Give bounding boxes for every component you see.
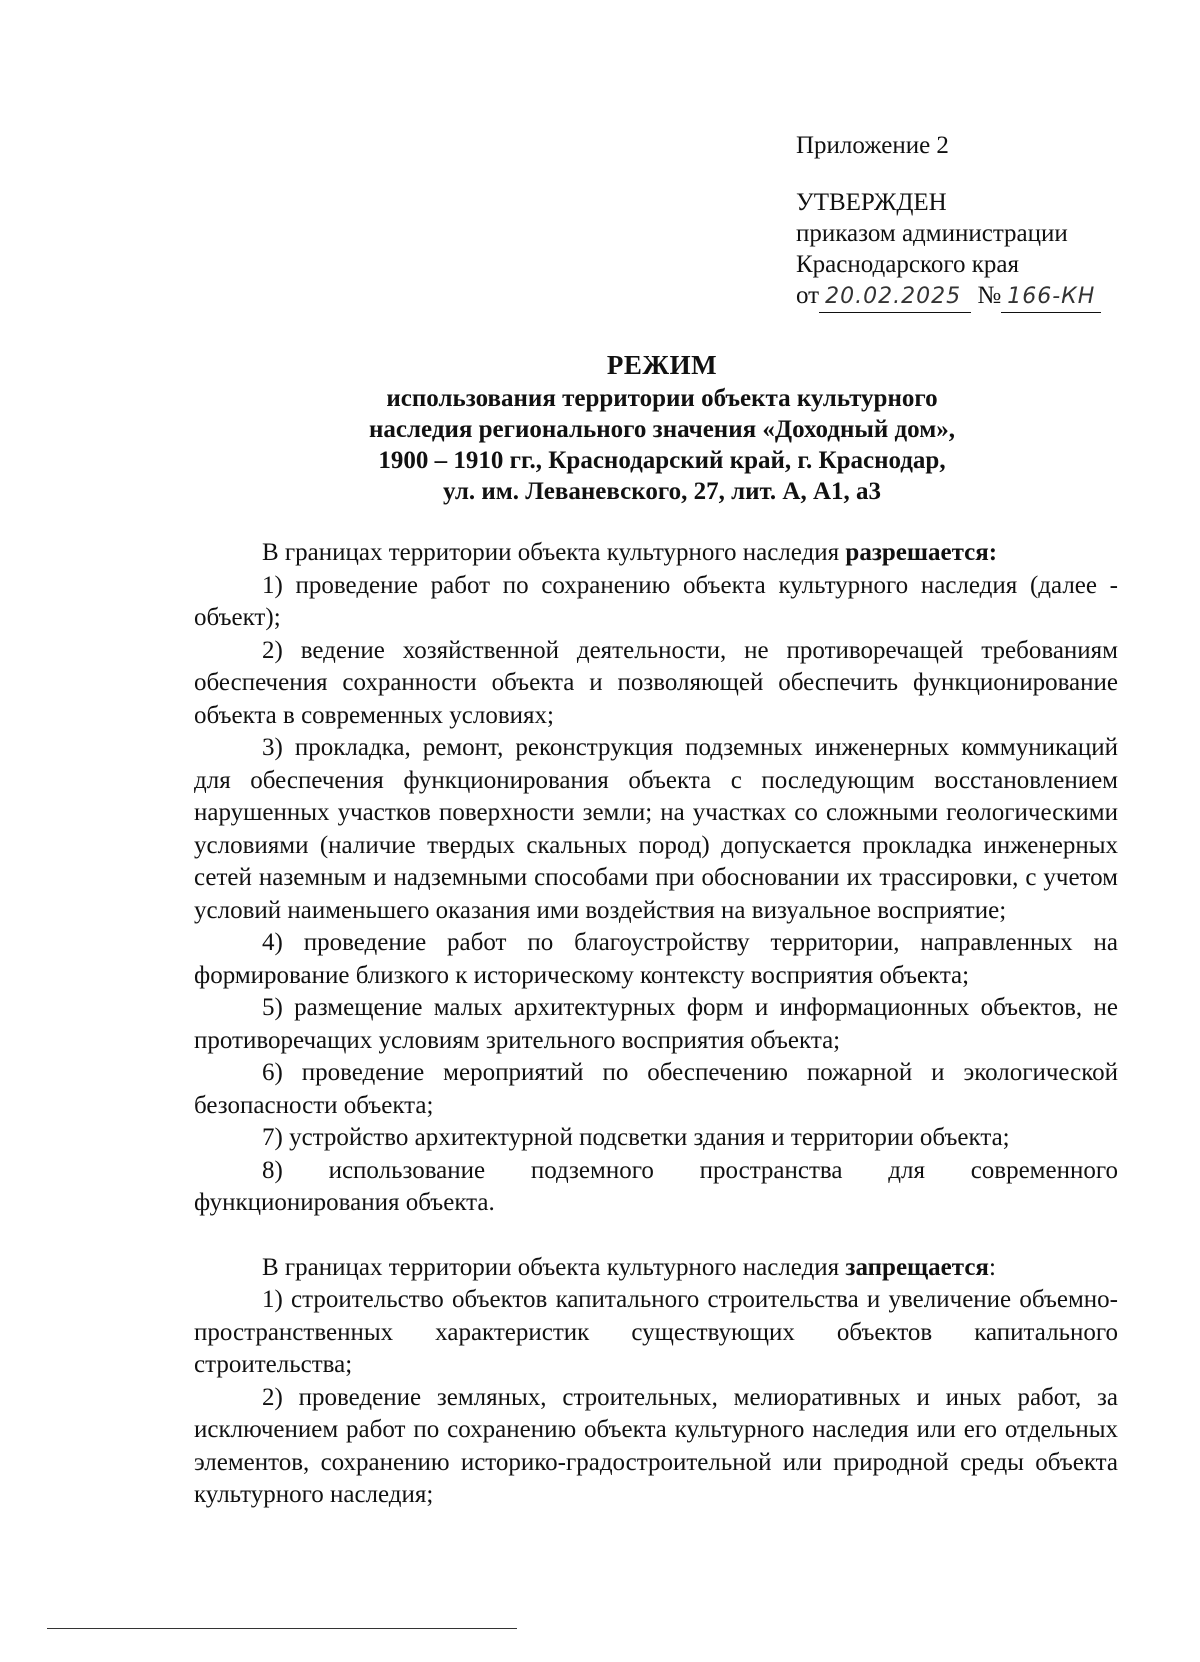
allowed-item: 1) проведение работ по сохранению объекта культурного наследия (далее - объект);	[194, 571, 1118, 631]
document-title	[190, 350, 1134, 507]
date-prefix: от	[796, 282, 820, 309]
allowed-intro-bold: разрешается:	[845, 539, 998, 566]
document-body	[194, 537, 1118, 1512]
allowed-item: 7) устройство архитектурной подсветки здания и территории объекта;	[262, 1124, 1010, 1151]
prohibited-item: 1) строительство объектов капитального строительства и увеличение объемно-пространственных характеристик существующих объектов капитального строительства;	[194, 1286, 1118, 1378]
prohibited-intro-bold: запрещается	[845, 1253, 989, 1281]
allowed-item: 5) размещение малых архитектурных форм и информационных объектов, не противоречащих условиям зрительного восприятия объекта;	[194, 994, 1118, 1054]
footer-divider	[47, 1628, 517, 1629]
title-line-3: 1900 – 1910 гг., Краснодарский край, г. Краснодар,	[378, 447, 946, 474]
title-line-1: использования территории объекта культурного	[386, 385, 938, 412]
handwritten-number: 166-КН	[1001, 281, 1101, 313]
approval-date-line	[796, 280, 1101, 313]
title-main: РЕЖИМ	[606, 350, 718, 380]
approval-block	[796, 130, 1101, 313]
number-prefix: №	[977, 282, 1002, 309]
allowed-intro-text: В границах территории объекта культурного наследия	[262, 539, 846, 566]
appendix-label: Приложение 2	[796, 132, 949, 159]
approval-line-2: Краснодарского края	[796, 251, 1019, 278]
prohibited-intro	[194, 1252, 1118, 1285]
approval-line-1: приказом администрации	[796, 220, 1068, 247]
allowed-item: 6) проведение мероприятий по обеспечению пожарной и экологической безопасности объекта;	[194, 1059, 1118, 1119]
title-line-2: наследия регионального значения «Доходный дом»,	[369, 416, 955, 443]
allowed-item: 4) проведение работ по благоустройству территории, направленных на формирование близкого к историческому контексту восприятия объекта;	[194, 929, 1118, 989]
approved-label: УТВЕРЖДЕН	[796, 189, 947, 216]
allowed-item: 3) прокладка, ремонт, реконструкция подземных инженерных коммуникаций для обеспечения функционирования объекта с последующим восстановлением нарушенных участков поверхности земли; на участках со сложными геологическими условиями (наличие твердых скальных пород) допускается прокладка инженерных сетей наземным и надземными способами при обосновании их трассировки, с учетом условий наименьшего оказания ими воздействия на визуальное восприятие;	[194, 734, 1118, 924]
prohibited-intro-tail: :	[988, 1253, 996, 1281]
title-line-4: ул. им. Леваневского, 27, лит. А, А1, а3	[442, 478, 882, 505]
prohibited-item: 2) проведение земляных, строительных, мелиоративных и иных работ, за исключением работ по сохранению объекта культурного наследия или его отдельных элементов, сохранению историко-градостроительной или природной среды объекта культурного наследия;	[194, 1383, 1118, 1508]
allowed-intro	[194, 537, 1118, 570]
allowed-item: 2) ведение хозяйственной деятельности, не противоречащей требованиям обеспечения сохранности объекта и позволяющей обеспечить функционирование объекта в современных условиях;	[194, 636, 1118, 729]
prohibited-intro-text: В границах территории объекта культурного наследия	[262, 1253, 846, 1281]
handwritten-date: 20.02.2025	[819, 281, 971, 313]
allowed-item: 8) использование подземного пространства для современного функционирования объекта.	[194, 1156, 1118, 1216]
